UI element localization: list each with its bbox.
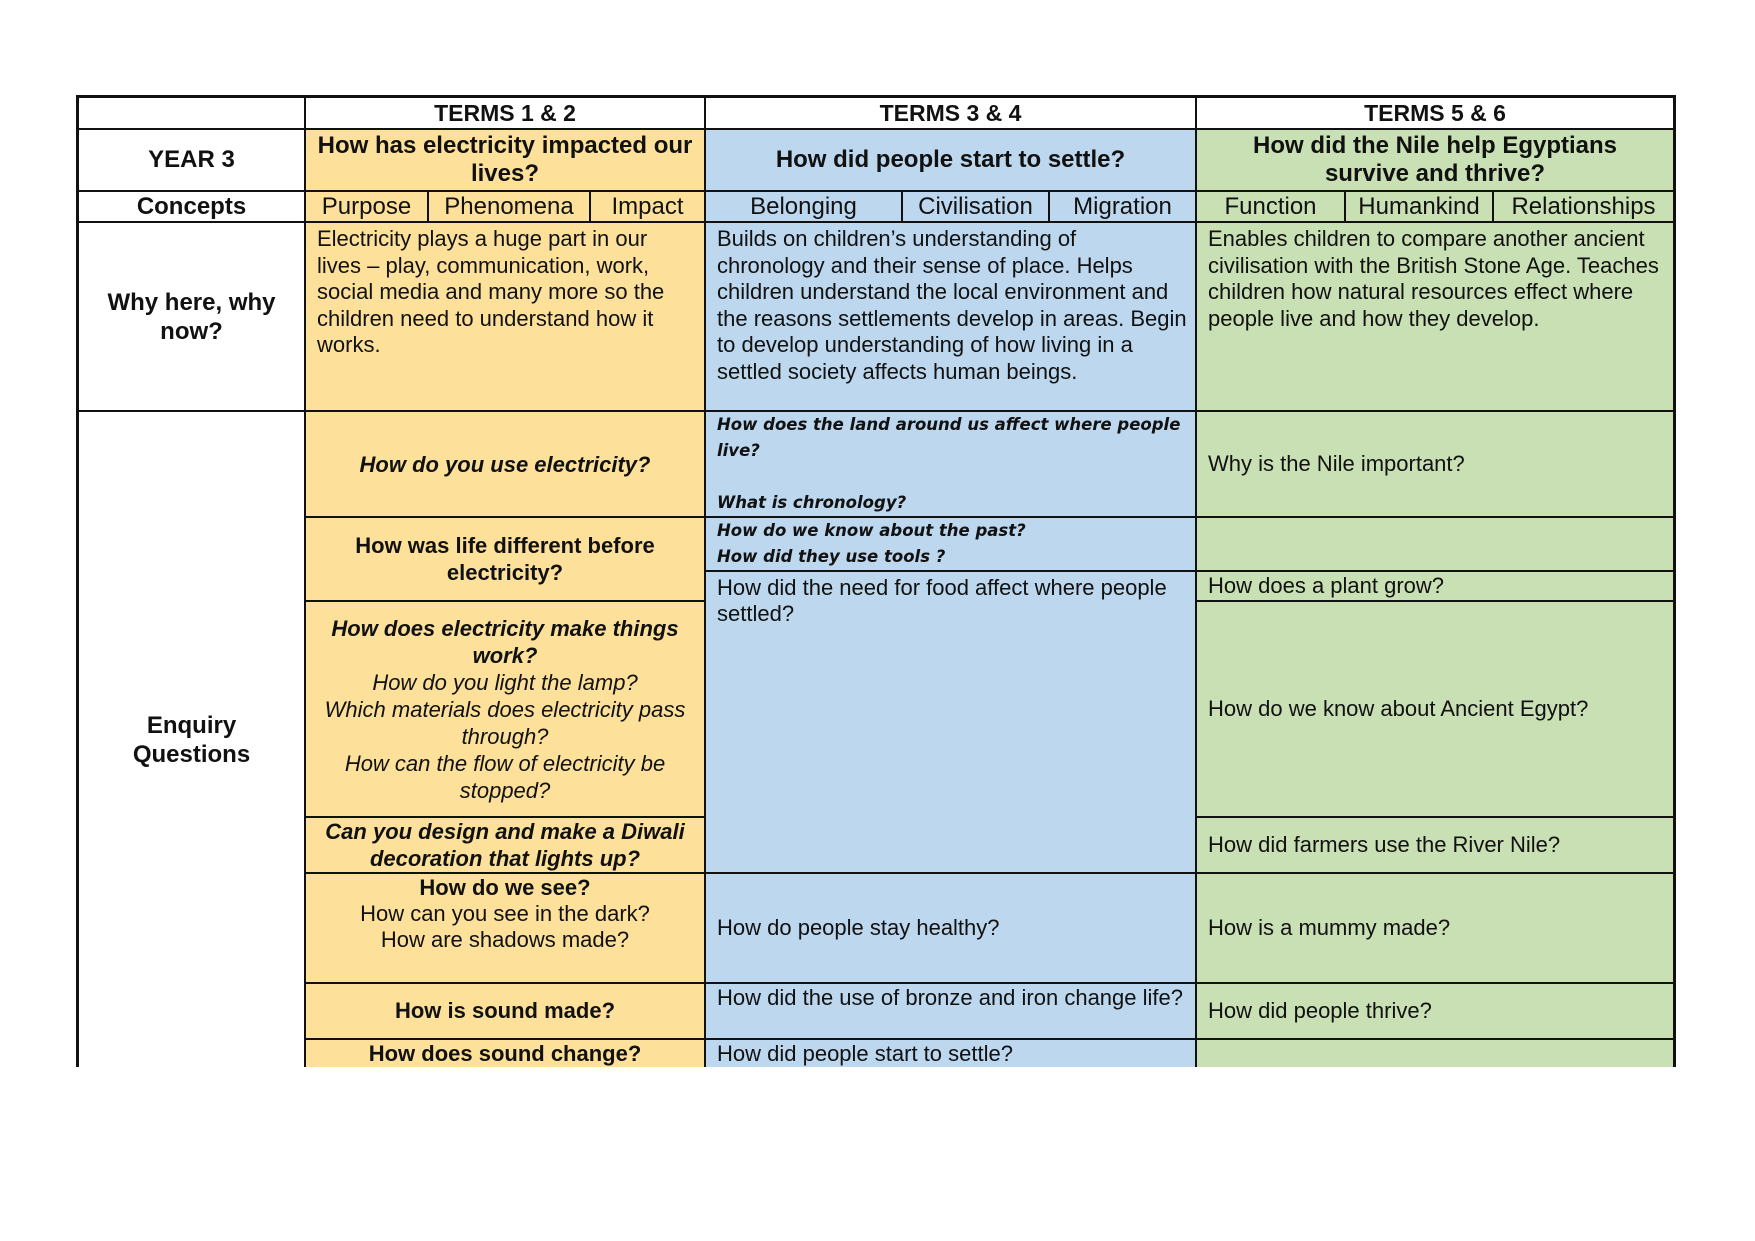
- concept-relationships: Relationships: [1494, 192, 1673, 223]
- enquiry-t34-q4: How do people stay healthy?: [706, 874, 1197, 984]
- curriculum-table: [76, 95, 1676, 1067]
- enquiry-t34-q2b: How did they use tools ?: [717, 547, 946, 566]
- enquiry-t34-q2a: How do we know about the past?: [717, 521, 1026, 540]
- enquiry-t56-q1: Why is the Nile important?: [1197, 412, 1673, 518]
- enquiry-t12-q3-sub1: How do you light the lamp?: [372, 669, 638, 695]
- enquiry-t12-q3-sub2: Which materials does electricity pass through?: [324, 696, 686, 749]
- enquiry-t56-q4: How do we know about Ancient Egypt?: [1197, 602, 1673, 818]
- concept-purpose: Purpose: [306, 192, 429, 223]
- enquiry-t12-q5-title: How do we see?: [419, 875, 591, 900]
- big-question-terms-3-4: How did people start to settle?: [706, 130, 1197, 192]
- enquiry-t12-q5-sub1: How can you see in the dark?: [360, 901, 650, 926]
- enquiry-t34-q2: [706, 518, 1197, 572]
- big-question-terms-1-2: How has electricity impacted our lives?: [306, 130, 706, 192]
- header-terms-5-6: TERMS 5 & 6: [1197, 98, 1673, 130]
- enquiry-t12-q3-title: How does electricity make things work?: [331, 615, 679, 668]
- enquiry-t34-q1a: How does the land around us affect where people live?: [717, 415, 1181, 460]
- enquiry-t34-q3: How did the need for food affect where people settled?: [706, 572, 1197, 874]
- why-terms-3-4: Builds on children’s understanding of chronology and their sense of place. Helps children understand the local environment and the reasons settlements develop in areas. Begin to develop understanding of how living in a settled society affects human beings.: [706, 223, 1197, 412]
- enquiry-label: Enquiry Questions: [79, 412, 306, 1067]
- enquiry-t34-q5: How did the use of bronze and iron change life?: [706, 984, 1197, 1040]
- enquiry-t34-q1: [706, 412, 1197, 518]
- big-question-terms-5-6: How did the Nile help Egyptians survive and thrive?: [1197, 130, 1673, 192]
- enquiry-t12-q1: How do you use electricity?: [306, 412, 706, 518]
- enquiry-t12-q3: [306, 602, 706, 818]
- enquiry-t34-q1b: What is chronology?: [717, 493, 907, 512]
- enquiry-t12-q7: How does sound change?: [306, 1040, 706, 1067]
- concept-humankind: Humankind: [1346, 192, 1494, 223]
- enquiry-t56-q8: [1197, 1040, 1673, 1067]
- concept-migration: Migration: [1050, 192, 1197, 223]
- concept-phenomena: Phenomena: [429, 192, 591, 223]
- concept-impact: Impact: [591, 192, 706, 223]
- year-label: YEAR 3: [79, 130, 306, 192]
- enquiry-t12-q4: Can you design and make a Diwali decoration that lights up?: [306, 818, 706, 874]
- why-label: Why here, why now?: [79, 223, 306, 412]
- header-terms-3-4: TERMS 3 & 4: [706, 98, 1197, 130]
- enquiry-t56-q7: How did people thrive?: [1197, 984, 1673, 1040]
- enquiry-t12-q5-sub2: How are shadows made?: [380, 927, 630, 952]
- why-terms-5-6: Enables children to compare another ancient civilisation with the British Stone Age. Teaches children how natural resources effect where people live and how they develop.: [1197, 223, 1673, 412]
- enquiry-t56-q5: How did farmers use the River Nile?: [1197, 818, 1673, 874]
- enquiry-t12-q2: How was life different before electricity?: [306, 518, 706, 602]
- enquiry-t12-q3-sub3: How can the flow of electricity be stopped?: [344, 750, 666, 803]
- concepts-label: Concepts: [79, 192, 306, 223]
- enquiry-t12-q6: How is sound made?: [306, 984, 706, 1040]
- header-terms-1-2: TERMS 1 & 2: [306, 98, 706, 130]
- enquiry-t34-q6: How did people start to settle?: [706, 1040, 1197, 1067]
- corner-cell: [79, 98, 306, 130]
- concept-function: Function: [1197, 192, 1346, 223]
- enquiry-t56-q2: [1197, 518, 1673, 572]
- enquiry-t56-q3: How does a plant grow?: [1197, 572, 1673, 602]
- concept-belonging: Belonging: [706, 192, 903, 223]
- enquiry-t12-q5: [306, 874, 706, 984]
- concept-civilisation: Civilisation: [903, 192, 1050, 223]
- enquiry-t56-q6: How is a mummy made?: [1197, 874, 1673, 984]
- why-terms-1-2: Electricity plays a huge part in our lives – play, communication, work, social media and many more so the children need to understand how it works.: [306, 223, 706, 412]
